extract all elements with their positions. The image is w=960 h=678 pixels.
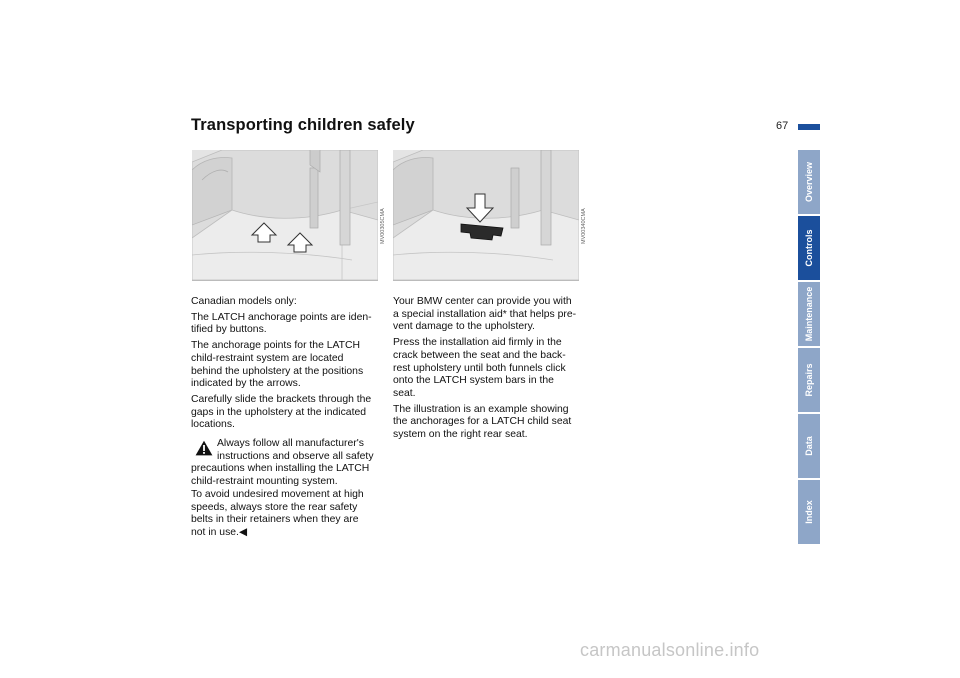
rear-seat-illustration (192, 150, 378, 280)
tab-repairs[interactable] (798, 348, 820, 412)
figure-latch-anchor-points (192, 150, 378, 281)
tab-data[interactable] (798, 414, 820, 478)
paragraph: Canadian models only: (191, 296, 297, 307)
warning-note: Always follow all manufacturer's instructions and observe all safety precautions when installing the LATCH child-restraint mounting system. To avoid undesired movement at high speeds, always store the rear safety belts in their retainers when they are not in use.◀ (191, 438, 374, 538)
page-number-bar (798, 124, 820, 130)
installation-aid-illustration (393, 150, 579, 280)
paragraph: Carefully slide the brackets through the gaps in the upholstery at the indicated locations. (191, 393, 372, 431)
section-tabs (798, 150, 820, 546)
tab-index[interactable] (798, 480, 820, 544)
paragraph: Press the installation aid firmly in the crack between the seat and the back- rest upholstery until both funnels click onto the LATCH system bars in the seat. (393, 337, 566, 399)
tab-overview[interactable] (798, 150, 820, 214)
paragraph: The anchorage points for the LATCH child-restraint system are located behind the upholstery at the positions indicated by the arrows. (191, 340, 364, 390)
left-text-column (191, 296, 383, 540)
tab-label: Overview (804, 161, 814, 203)
tab-controls[interactable] (798, 216, 820, 280)
tab-label: Repairs (804, 363, 814, 397)
tab-label: Data (804, 436, 814, 456)
warning-triangle-icon (195, 440, 213, 456)
right-text-column (393, 296, 585, 445)
watermark[interactable]: carmanualsonline.info (580, 640, 760, 660)
figure-installation-aid (393, 150, 579, 281)
figure-code: MV00340CMA (581, 208, 587, 244)
figure-code: MV00305CMA (380, 208, 386, 244)
paragraph: Your BMW center can provide you with a special installation aid* that helps pre- vent damage to the upholstery. (393, 296, 577, 333)
page-title: Transporting children safely (191, 116, 415, 134)
tab-label: Maintenance (804, 286, 814, 342)
page-number: 67 (776, 120, 789, 132)
paragraph: The LATCH anchorage points are iden- tified by buttons. (191, 311, 372, 336)
tab-label: Index (804, 500, 814, 524)
tab-maintenance[interactable] (798, 282, 820, 346)
paragraph: The illustration is an example showing the anchorages for a LATCH child seat system on the right rear seat. (393, 403, 572, 441)
tab-label: Controls (804, 229, 814, 267)
